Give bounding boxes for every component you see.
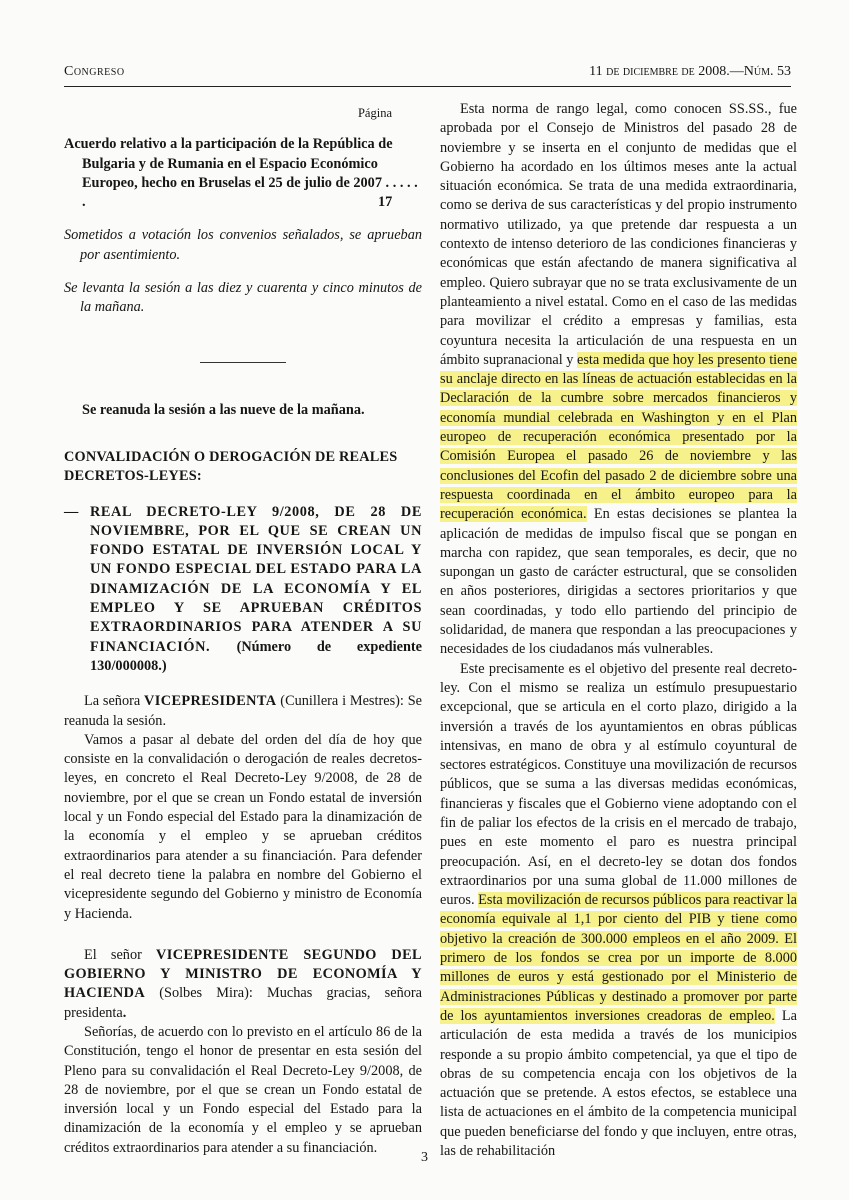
paragraph-vicepresidenta	[64, 692, 422, 731]
header-rule	[64, 86, 791, 87]
paragraph-text: La articulación de esta medida a través de los municipios responde a su propio ámbito competencial, ya que el tipo de obras de su competencia encaja con los objetivos de la actuación que se pretende. A estos efectos, se establece una lista de actuaciones en el ámbito de la competencia municipal que pueden beneficiarse del fondo y que incluyen, entre otras, las de rehabilitación	[440, 1007, 797, 1160]
agenda-item-title: REAL DECRETO-LEY 9/2008, DE 28 DE NOVIEMBRE, POR EL QUE SE CREAN UN FONDO ESTATAL DE INVERSIÓN LOCAL Y UN FONDO ESPECIAL DEL ESTADO PARA LA DINAMIZACIÓN DE LA ECONOMÍA Y EL EMPLEO Y SE APRUEBAN CRÉDITOS EXTRAORDINARIOS PARA ATENDER A SU FINANCIACIÓN.	[90, 503, 422, 655]
agreement-entry: Acuerdo relativo a la participación de la República de Bulgaria y de Rumania en el Espacio Económico Europeo, hecho en Bruselas el 25 de julio de 2007 . . . . . . 17	[64, 136, 418, 211]
session-closed-note: Se levanta la sesión a las diez y cuarenta y cinco minutos de la mañana.	[64, 280, 422, 316]
paragraph-norma-rango-legal	[440, 100, 797, 660]
paragraph-vicepresidente	[64, 946, 422, 1023]
speaker-name: VICEPRESIDENTE SEGUNDO DEL GOBIERNO Y MINISTRO DE ECONOMÍA Y HACIENDA	[64, 946, 422, 1002]
vote-note: Sometidos a votación los convenios señalados, se aprueban por asentimiento.	[64, 227, 422, 263]
running-header-date: 11 de diciembre de 2008.—Núm. 53	[589, 64, 791, 79]
section-heading: CONVALIDACIÓN O DEROGACIÓN DE REALES DECRETOS-LEYES:	[64, 448, 398, 485]
left-column	[64, 100, 422, 1158]
paragraph-debate-intro: Vamos a pasar al debate del orden del día de hoy que consiste en la convalidación o derogación de reales decretos-leyes, en concreto el Real Decreto-Ley 9/2008, de 28 de noviembre, por el que se crean un Fondo estatal de inversión local y un Fondo especial del Estado para la dinamización de la economía y el empleo y se aprueban créditos extraordinarios para atender a su financiación. Para defender el real decreto tiene la palabra en nombre del Gobierno el vicepresidente segundo del Gobierno y ministro de Economía y Hacienda.	[64, 731, 422, 922]
paragraph-text: Este precisamente es el objetivo del presente real decreto-ley. Con el mismo se realiza un estímulo presupuestario excepcional, que se articula en el corto plazo, dirigido a la inversión a través de los ayuntamientos en obras públicas intensivas, en mano de obra y al estímulo coyuntural de sectores estratégicos. Constituye una movilización de recursos públicos, que se suma a las diversas medidas económicas, financieras y fiscales que el Gobierno viene adoptando con el fin de paliar los efectos de la crisis en el mercado de trabajo, pues en este momento el paro es nuestra principal preocupación. Así, en el decreto-ley se dotan dos fondos extraordinarios por una suma global de 11.000 millones de euros.	[440, 660, 797, 909]
paragraph-objetivo	[440, 660, 797, 1162]
highlighted-text: Esta movilización de recursos públicos para reactivar la economía equivale al 1,1 por ciento del PIB y tiene como objetivo la creación de 300.000 empleos en el año 2009. El primero de los fondos se crea por un importe de 8.000 millones de euros y está gestionado por el Ministerio de Administraciones Públicas y destinado a promover por parte de los ayuntamientos inversiones creadoras de empleo.	[440, 892, 797, 1024]
speaker-intro: El señor	[84, 946, 157, 963]
agenda-item-number: (Número de expediente 130/000008.)	[90, 638, 422, 674]
paragraph-senorias: Señorías, de acuerdo con lo previsto en el artículo 86 de la Constitución, tengo el honor de presentar en esta sesión del Pleno para su convalidación el Real Decreto-Ley 9/2008, de 28 de noviembre, por el que se crean un Fondo estatal de inversión local y un Fondo especial del Estado para la dinamización de la economía y el empleo y se aprueban créditos extraordinarios para atender a su financiación.	[64, 1023, 422, 1156]
paragraph-text: En estas decisiones se plantea la aplicación de medidas de impulso fiscal que se pongan en marcha con rapidez, que sean temporales, es decir, que no supongan un gasto de carácter estructural, que se consoliden en años posteriores, dirigidas a sectores prioritarios y que sean coordinadas, y todo ello partiendo del principio de solidaridad, de manera que respondan a las preocupaciones y necesidades de los ciudadanos más vulnerables.	[440, 506, 797, 658]
right-column	[440, 100, 797, 1161]
paragraph-text: Esta norma de rango legal, como conocen SS.SS., fue aprobada por el Consejo de Ministros del pasado 28 de noviembre y se inserta en el conjunto de medidas que el Gobierno ha acordado en los últimos meses ante la actual situación económica. Se trata de una medida extraordinaria, como se deriva de sus características y del propio instrumento normativo utilizado, ya que pretende dar respuesta a un contexto de intenso deterioro de las condiciones financieras y económicas que están afectando de manera significativa al empleo. Quiero subrayar que no se trata exclusivamente de un planteamiento a nivel estatal. Como en el caso de las medidas para movilizar el crédito a empresas y familias, esta coyuntura necesita la articulación de una respuesta en un ámbito supranacional y	[440, 101, 797, 368]
speaker-intro: La señora	[84, 693, 145, 710]
speaker-name: VICEPRESIDENTA	[144, 693, 277, 710]
speaker-speech: (Solbes Mira): Muchas gracias, señora presidenta	[64, 985, 422, 1021]
section-divider	[200, 362, 286, 363]
pagina-label: Página	[357, 106, 392, 120]
agenda-item-heading	[64, 503, 422, 677]
page-number: 3	[421, 1150, 428, 1165]
agreement-text: Acuerdo relativo a la participación de la República de Bulgaria y de Rumania en el Espacio Económico Europeo, hecho en Bruselas el 25 de julio de 2007 . . . . . .	[64, 136, 418, 211]
highlighted-text: esta medida que hoy les presento tiene su anclaje directo en las líneas de actuación establecidas en la Declaración de la cumbre sobre mercados financieros y economía mundial celebrada en Washington y en el Plan europeo de recuperación económica presentado por la Comisión Europea el pasado 26 de noviembre y las conclusiones del Ecofin del pasado 2 de diciembre sobre una respuesta coordinada en el ámbito europeo para la recuperación económica.	[440, 351, 797, 523]
session-resumed-note: Se reanuda la sesión a las nueve de la mañana.	[82, 401, 365, 418]
speaker-speech: (Cunillera i Mestres): Se reanuda la sesión.	[64, 693, 422, 729]
running-header-left: Congreso	[64, 64, 125, 79]
item-dash: —	[64, 503, 79, 520]
speech-period: .	[122, 1004, 127, 1021]
